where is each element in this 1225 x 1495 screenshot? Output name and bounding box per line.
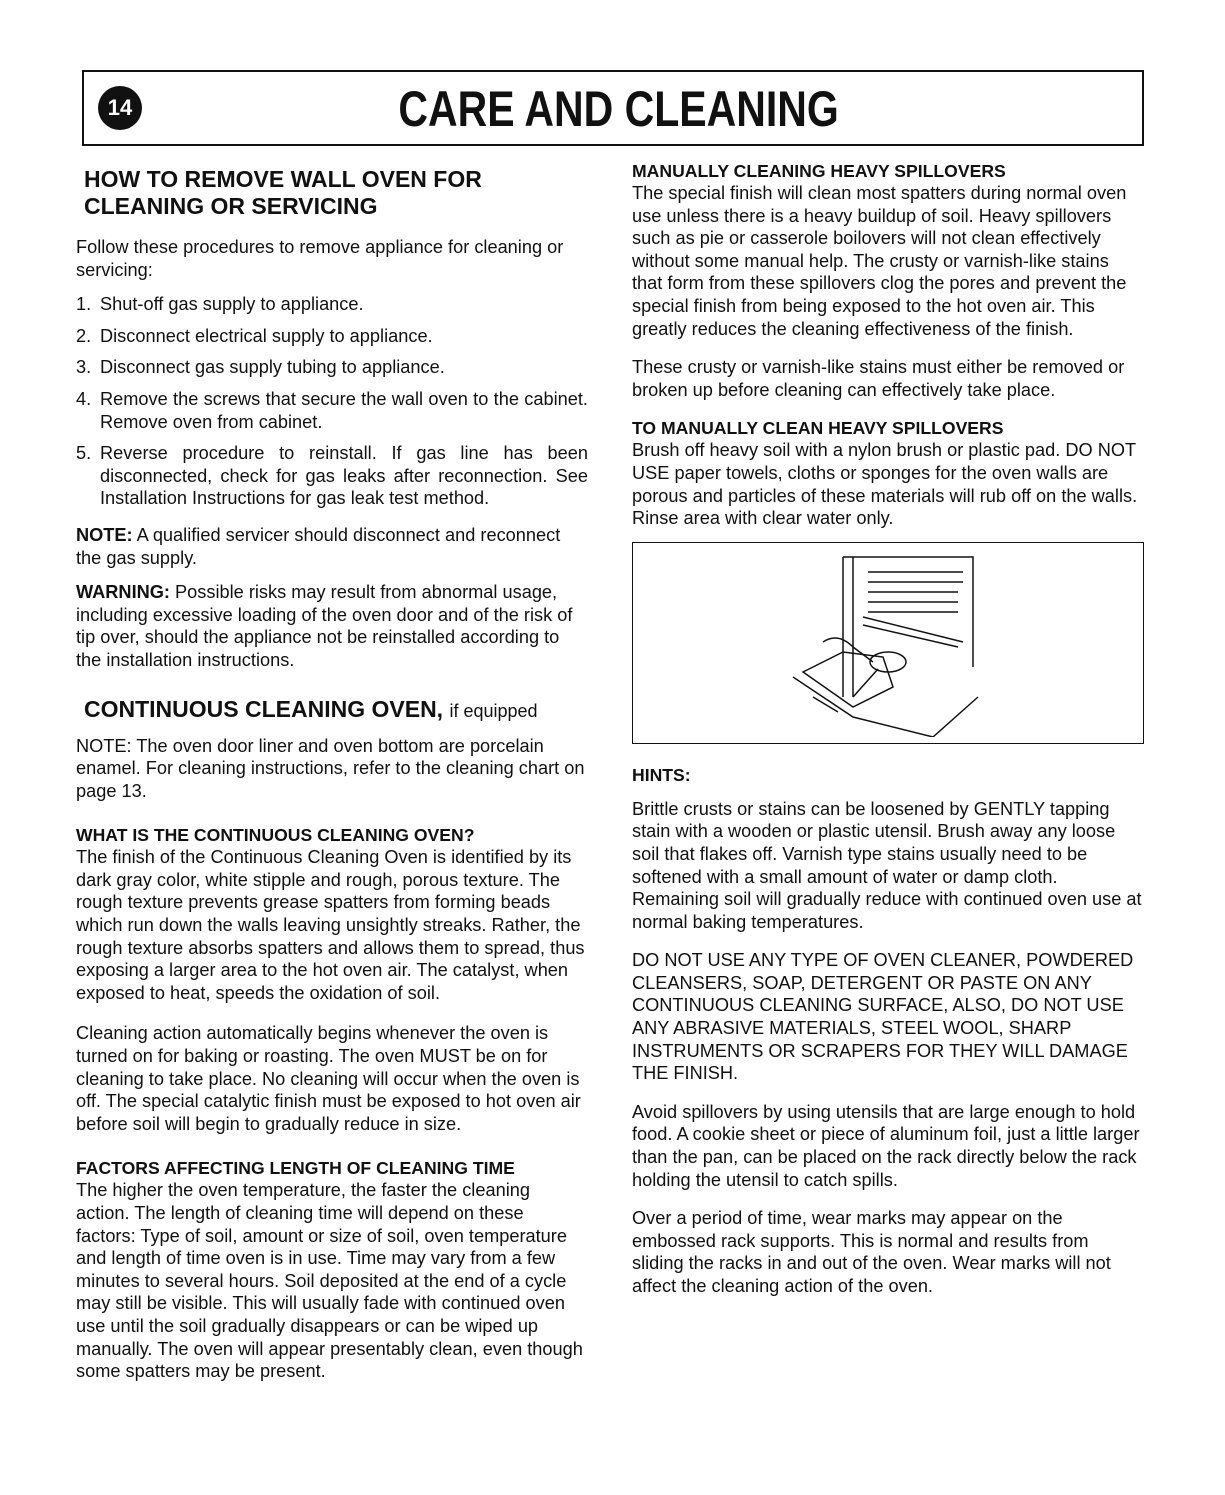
manual-paragraph-2: These crusty or varnish-like stains must either be removed or broken up before cleaning can effectively take place. [632, 357, 1125, 400]
continuous-note: NOTE: The oven door liner and oven bottom are porcelain enamel. For cleaning instructions, refer to the cleaning chart on page 13. [76, 735, 585, 801]
remove-intro: Follow these procedures to remove appliance for cleaning or servicing: [76, 237, 564, 280]
remove-oven-heading [84, 166, 588, 220]
continuous-cleaning-heading [84, 696, 588, 725]
manual-paragraph-1: The special finish will clean most spatters during normal oven use unless there is a heavy buildup of soil. Heavy spillovers such as pie or casserole boilovers will not clean effectively without some manual help. The crusty or varnish-like stains that form from these spillovers clog the pores and prevent the special finish from being exposed to the hot oven air. This greatly reduces the cleaning effectiveness of the finish. [632, 183, 1127, 339]
note-label: NOTE: [76, 524, 133, 545]
factors-heading: FACTORS AFFECTING LENGTH OF CLEANING TIME [76, 1158, 515, 1179]
step-3 [76, 356, 588, 379]
page-title: CARE AND CLEANING [398, 81, 839, 137]
warning-label: WARNING: [76, 582, 170, 603]
left-column [76, 166, 588, 1383]
what-is-paragraph-1: The finish of the Continuous Cleaning Oven is identified by its dark gray color, white stipple and rough, porous texture. The rough texture prevents grease spatters from forming beads which run down the walls leaving unsightly streaks. Rather, the rough texture absorbs spatters and allows them to spread, thus exposing a larger area to the hot oven air. The catalyst, when exposed to heat, speeds the oxidation of soil. [76, 847, 585, 1003]
step-text: Disconnect electrical supply to appliance. [100, 325, 433, 346]
step-number: 1. [76, 294, 92, 315]
removal-steps [76, 293, 588, 510]
note-paragraph [76, 524, 588, 569]
continuous-heading-text: CONTINUOUS CLEANING OVEN, [84, 695, 444, 722]
step-text: Remove the screws that secure the wall oven to the cabinet. Remove oven from cabinet. [100, 388, 588, 432]
step-text: Disconnect gas supply tubing to appliance. [100, 357, 445, 378]
to-manually-clean-paragraph: Brush off heavy soil with a nylon brush or plastic pad. DO NOT USE paper towels, cloths or sponges for the oven walls are porous and particles of these materials will rub off on the walls. Rinse area with clear water only. [632, 440, 1138, 529]
page-number-badge: 14 [98, 86, 142, 130]
to-manually-clean-heading: TO MANUALLY CLEAN HEAVY SPILLOVERS [632, 418, 1004, 439]
step-text: Reverse procedure to reinstall. If gas line has been disconnected, check for gas leaks after reconnection. See Installation Instructions for gas leak test method. [100, 443, 588, 509]
step-text: Shut-off gas supply to appliance. [100, 294, 364, 315]
step-number: 2. [76, 325, 92, 346]
manual-cleaning-heading: MANUALLY CLEANING HEAVY SPILLOVERS [632, 161, 1006, 181]
hints-paragraph-3: Avoid spillovers by using utensils that are large enough to hold food. A cookie sheet or piece of aluminum foil, just a little larger than the pan, can be placed on the rack directly below the rack holding the utensil to catch spills. [632, 1101, 1140, 1190]
warning-paragraph [76, 581, 588, 671]
page-header [82, 70, 1144, 146]
remove-oven-heading-line2: CLEANING OR SERVICING [84, 193, 378, 219]
hints-paragraph-4: Over a period of time, wear marks may appear on the embossed rack supports. This is normal and results from sliding the racks in and out of the oven. Wear marks will not affect the cleaning action of the oven. [632, 1208, 1111, 1296]
what-is-paragraph-2: Cleaning action automatically begins whenever the oven is turned on for baking or roasting. The oven MUST be on for cleaning to take place. No cleaning will occur when the oven is off. The special catalytic finish must be exposed to hot oven air before soil will begin to gradually reduce in size. [76, 1023, 581, 1134]
what-is-heading: WHAT IS THE CONTINUOUS CLEANING OVEN? [76, 825, 475, 846]
step-number: 5. [76, 443, 92, 464]
hints-paragraph-2: DO NOT USE ANY TYPE OF OVEN CLEANER, POWDERED CLEANSERS, SOAP, DETERGENT OR PASTE ON ANY CONTINUOUS CLEANING SURFACE, ALSO, DO NOT USE ANY ABRASIVE MATERIALS, STEEL WOOL, SHARP INSTRUMENTS OR SCRAPERS FOR THEY WILL DAMAGE THE FINISH. [632, 950, 1134, 1084]
right-column [632, 160, 1144, 1298]
step-number: 3. [76, 357, 92, 378]
hints-paragraph-1: Brittle crusts or stains can be loosened by GENTLY tapping stain with a wooden or plastic utensil. Brush away any loose soil that flakes off. Varnish type stains usually need to be softened with a small amount of water or damp cloth. Remaining soil will gradually reduce with continued oven use at normal baking temperatures. [632, 798, 1142, 932]
step-1 [76, 293, 588, 316]
remove-oven-heading-line1: HOW TO REMOVE WALL OVEN FOR [84, 166, 482, 192]
factors-paragraph: The higher the oven temperature, the faster the cleaning action. The length of cleaning time will depend on these factors: Type of soil, amount or size of soil, oven temperature and length of time oven is in use. Time may vary from a few minutes to several hours. Soil deposited at the end of a cycle may still be visible. This will usually fade with continued oven use until the soil gradually disappears or can be wiped up manually. The oven will appear presentably clean, even though some spatters may be present. [76, 1180, 583, 1382]
step-5 [76, 442, 588, 510]
step-2 [76, 325, 588, 348]
oven-cleaning-illustration [632, 542, 1144, 744]
warning-text: Possible risks may result from abnormal usage, including excessive loading of the oven door and of the risk of tip over, should the appliance not be reinstalled according to the installation instructions. [76, 582, 573, 670]
if-equipped-label: if equipped [449, 700, 538, 721]
step-number: 4. [76, 388, 92, 409]
hints-heading: HINTS: [632, 764, 691, 785]
oven-door-brush-illustration [783, 547, 993, 737]
step-4 [76, 388, 588, 433]
note-text: A qualified servicer should disconnect and reconnect the gas supply. [76, 524, 561, 568]
